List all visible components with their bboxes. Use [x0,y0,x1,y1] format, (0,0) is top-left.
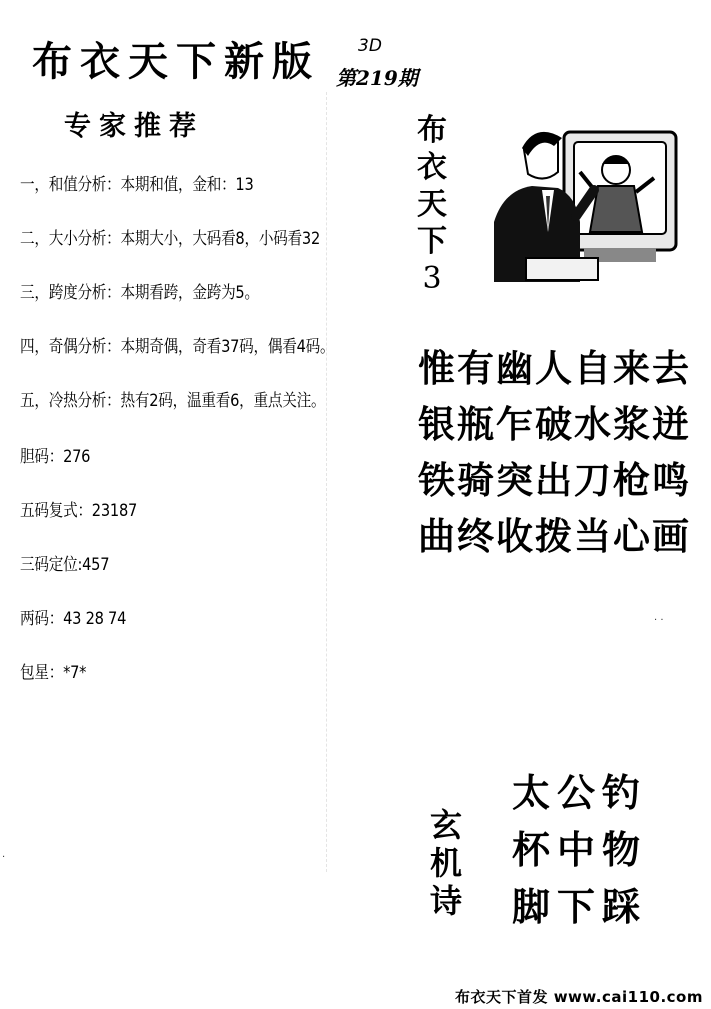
page-title: 布衣天下新版 [32,38,320,85]
man-presenting-tv-illustration [484,112,690,284]
five-code-combo: 五码复式：23187 [20,501,138,521]
side-brand-char: 布 [417,113,447,148]
side-brand-vertical [412,112,452,297]
decorative-mark: · [2,852,6,863]
edition-label: 3D [358,36,382,56]
poem-line: 铁骑突出刀枪鸣 [418,458,691,502]
riddle-label-char: 诗 [429,882,462,920]
riddle-line: 杯中物 [512,827,648,872]
side-brand-char: 衣 [417,150,447,185]
issue-number: 第219期 [336,66,418,90]
analysis-line-hot-cold: 五，冷热分析：热有2码，温重看6，重点关注。 [20,391,326,411]
poem-line: 惟有幽人自来去 [418,346,691,390]
side-brand-char: 天 [417,187,447,222]
section-subtitle: 专家推荐 [64,111,204,142]
column-divider [326,92,327,872]
two-codes: 两码：43 28 74 [20,609,127,629]
riddle-label-vertical [426,806,466,920]
poem-block [418,340,691,564]
riddle-poem [512,764,647,935]
analysis-line-span: 三，跨度分析：本期看跨，金跨为5。 [20,283,259,303]
riddle-line: 太公钓 [512,770,648,815]
side-brand-char: 3 [422,261,442,296]
decorative-dots: . . [654,612,664,623]
footer-source: 布衣天下首发 www.cai110.com [454,988,703,1006]
side-brand-char: 下 [417,224,447,259]
riddle-label-char: 玄 [429,806,462,844]
riddle-label-char: 机 [429,844,462,882]
analysis-line-size: 二，大小分析：本期大小，大码看8，小码看32 [20,229,321,249]
poem-line: 银瓶乍破水浆迸 [418,402,691,446]
bao-xing: 包星：*7* [20,663,87,683]
dan-code: 胆码：276 [20,447,91,467]
poem-line: 曲终收拨当心画 [418,514,691,558]
three-code-position: 三码定位:457 [20,555,110,575]
analysis-line-sum: 一，和值分析：本期和值，金和：13 [20,175,254,195]
analysis-line-parity: 四，奇偶分析：本期奇偶，奇看37码，偶看4码。 [20,337,335,357]
riddle-line: 脚下踩 [512,884,648,929]
